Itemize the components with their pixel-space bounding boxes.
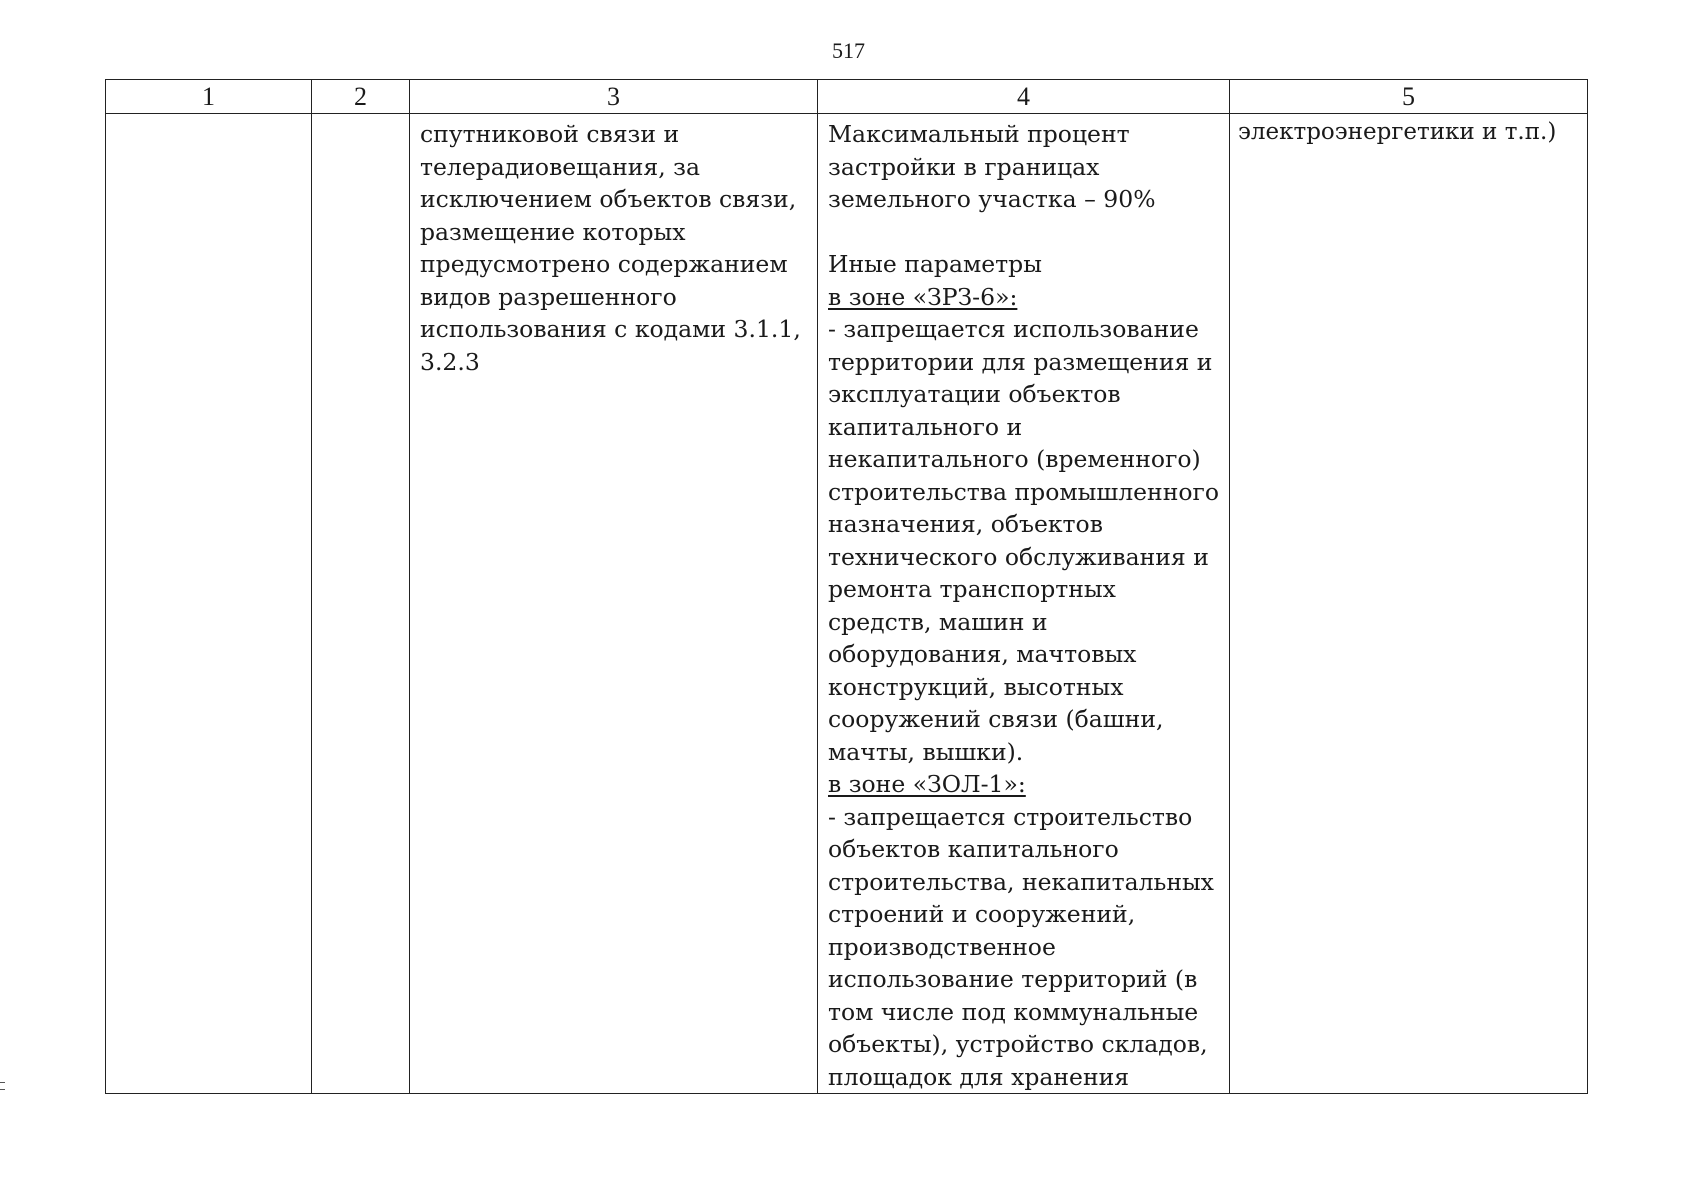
column-header-3: 3	[410, 80, 818, 114]
zone-zrz6-text: - запрещается использование территории для размещения и эксплуатации объектов капитального и некапитального (временного) строительства промышленного назначения, объектов технического обслуживания и ремонта транспортных средств, машин и оборудования, мачтовых конструкций, высотных сооружений связи (башни, мачты, вышки).	[828, 315, 1219, 766]
max-percent-text: Максимальный процент застройки в границах земельного участка – 90%	[828, 120, 1156, 213]
cell-col2	[312, 114, 410, 1094]
cell-col3	[410, 114, 818, 1094]
other-params-label: Иные параметры	[828, 250, 1042, 278]
cell-col4	[818, 114, 1230, 1094]
table-row	[106, 114, 1588, 1094]
column-header-2: 2	[312, 80, 410, 114]
col3-text: спутниковой связи и телерадиовещания, за исключением объектов связи, размещение которых предусмотрено содержанием видов разрешенного использования с кодами 3.1.1, 3.2.3	[420, 120, 801, 376]
cell-col1	[106, 114, 312, 1094]
zone-zrz6-title: в зоне «ЗРЗ-6»:	[828, 282, 1018, 311]
cell-col5	[1230, 114, 1588, 1094]
column-header-4: 4	[818, 80, 1230, 114]
zone-zol1-text: - запрещается строительство объектов капитального строительства, некапитальных строений и сооружений, производственное использование территорий (в том числе под коммунальные объекты), устройство складов, площадок для хранения	[828, 802, 1214, 1091]
page-number: 517	[832, 38, 865, 63]
column-header-5: 5	[1230, 80, 1588, 114]
table-header-row	[106, 80, 1588, 114]
regulations-table	[105, 79, 1588, 1094]
col5-text: электроэнергетики и т.п.)	[1238, 119, 1557, 145]
zone-zol1-title: в зоне «ЗОЛ-1»:	[828, 770, 1026, 798]
column-header-1: 1	[106, 80, 312, 114]
margin-mark	[0, 1082, 5, 1090]
